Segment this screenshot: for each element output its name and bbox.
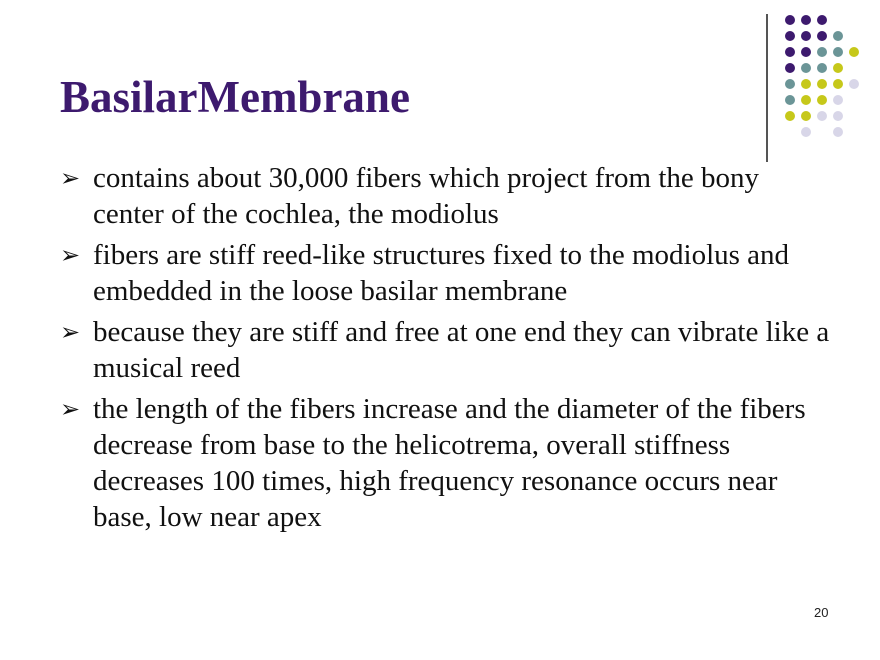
dot-yellow — [817, 95, 827, 105]
arrow-bullet-icon: ➢ — [60, 164, 81, 192]
dot-purple — [801, 15, 811, 25]
dot-yellow — [801, 95, 811, 105]
dot-lavender — [833, 127, 843, 137]
dot-purple — [801, 31, 811, 41]
slide-title: BasilarMembrane — [60, 72, 410, 122]
bullet-item — [60, 314, 830, 386]
bullet-list — [60, 160, 830, 540]
dot-purple — [785, 31, 795, 41]
dot-lavender — [849, 79, 859, 89]
dot-purple — [785, 63, 795, 73]
decorative-dot-grid — [780, 12, 860, 142]
dot-lavender — [801, 127, 811, 137]
dot-lavender — [833, 95, 843, 105]
dot-yellow — [833, 79, 843, 89]
dot-teal — [785, 95, 795, 105]
dot-purple — [785, 47, 795, 57]
bullet-text: because they are stiff and free at one end they can vibrate like a musical reed — [93, 316, 830, 384]
bullet-item — [60, 391, 830, 535]
dot-yellow — [785, 111, 795, 121]
dot-yellow — [833, 63, 843, 73]
dot-yellow — [801, 79, 811, 89]
dot-yellow — [817, 79, 827, 89]
bullet-item — [60, 237, 830, 309]
page-number: 20 — [814, 605, 829, 620]
dot-lavender — [833, 111, 843, 121]
dot-purple — [817, 31, 827, 41]
dot-purple — [801, 47, 811, 57]
dot-teal — [833, 47, 843, 57]
dot-teal — [817, 63, 827, 73]
dot-yellow — [849, 47, 859, 57]
dot-purple — [817, 15, 827, 25]
dot-yellow — [801, 111, 811, 121]
bullet-text: the length of the fibers increase and the diameter of the fibers decrease from base to the helicotrema, overall stiffness decreases 100 times, high frequency resonance occurs near base, low near apex — [93, 393, 806, 533]
bullet-item — [60, 160, 830, 232]
dot-purple — [785, 15, 795, 25]
bullet-text: fibers are stiff reed-like structures fixed to the modiolus and embedded in the loose basilar membrane — [93, 239, 790, 307]
dot-teal — [817, 47, 827, 57]
dot-teal — [801, 63, 811, 73]
dot-teal — [833, 31, 843, 41]
bullet-text: contains about 30,000 fibers which project from the bony center of the cochlea, the modiolus — [93, 162, 760, 230]
dot-lavender — [817, 111, 827, 121]
arrow-bullet-icon: ➢ — [60, 318, 81, 346]
arrow-bullet-icon: ➢ — [60, 395, 81, 423]
dot-teal — [785, 79, 795, 89]
arrow-bullet-icon: ➢ — [60, 241, 81, 269]
decorative-divider-line — [766, 14, 768, 162]
